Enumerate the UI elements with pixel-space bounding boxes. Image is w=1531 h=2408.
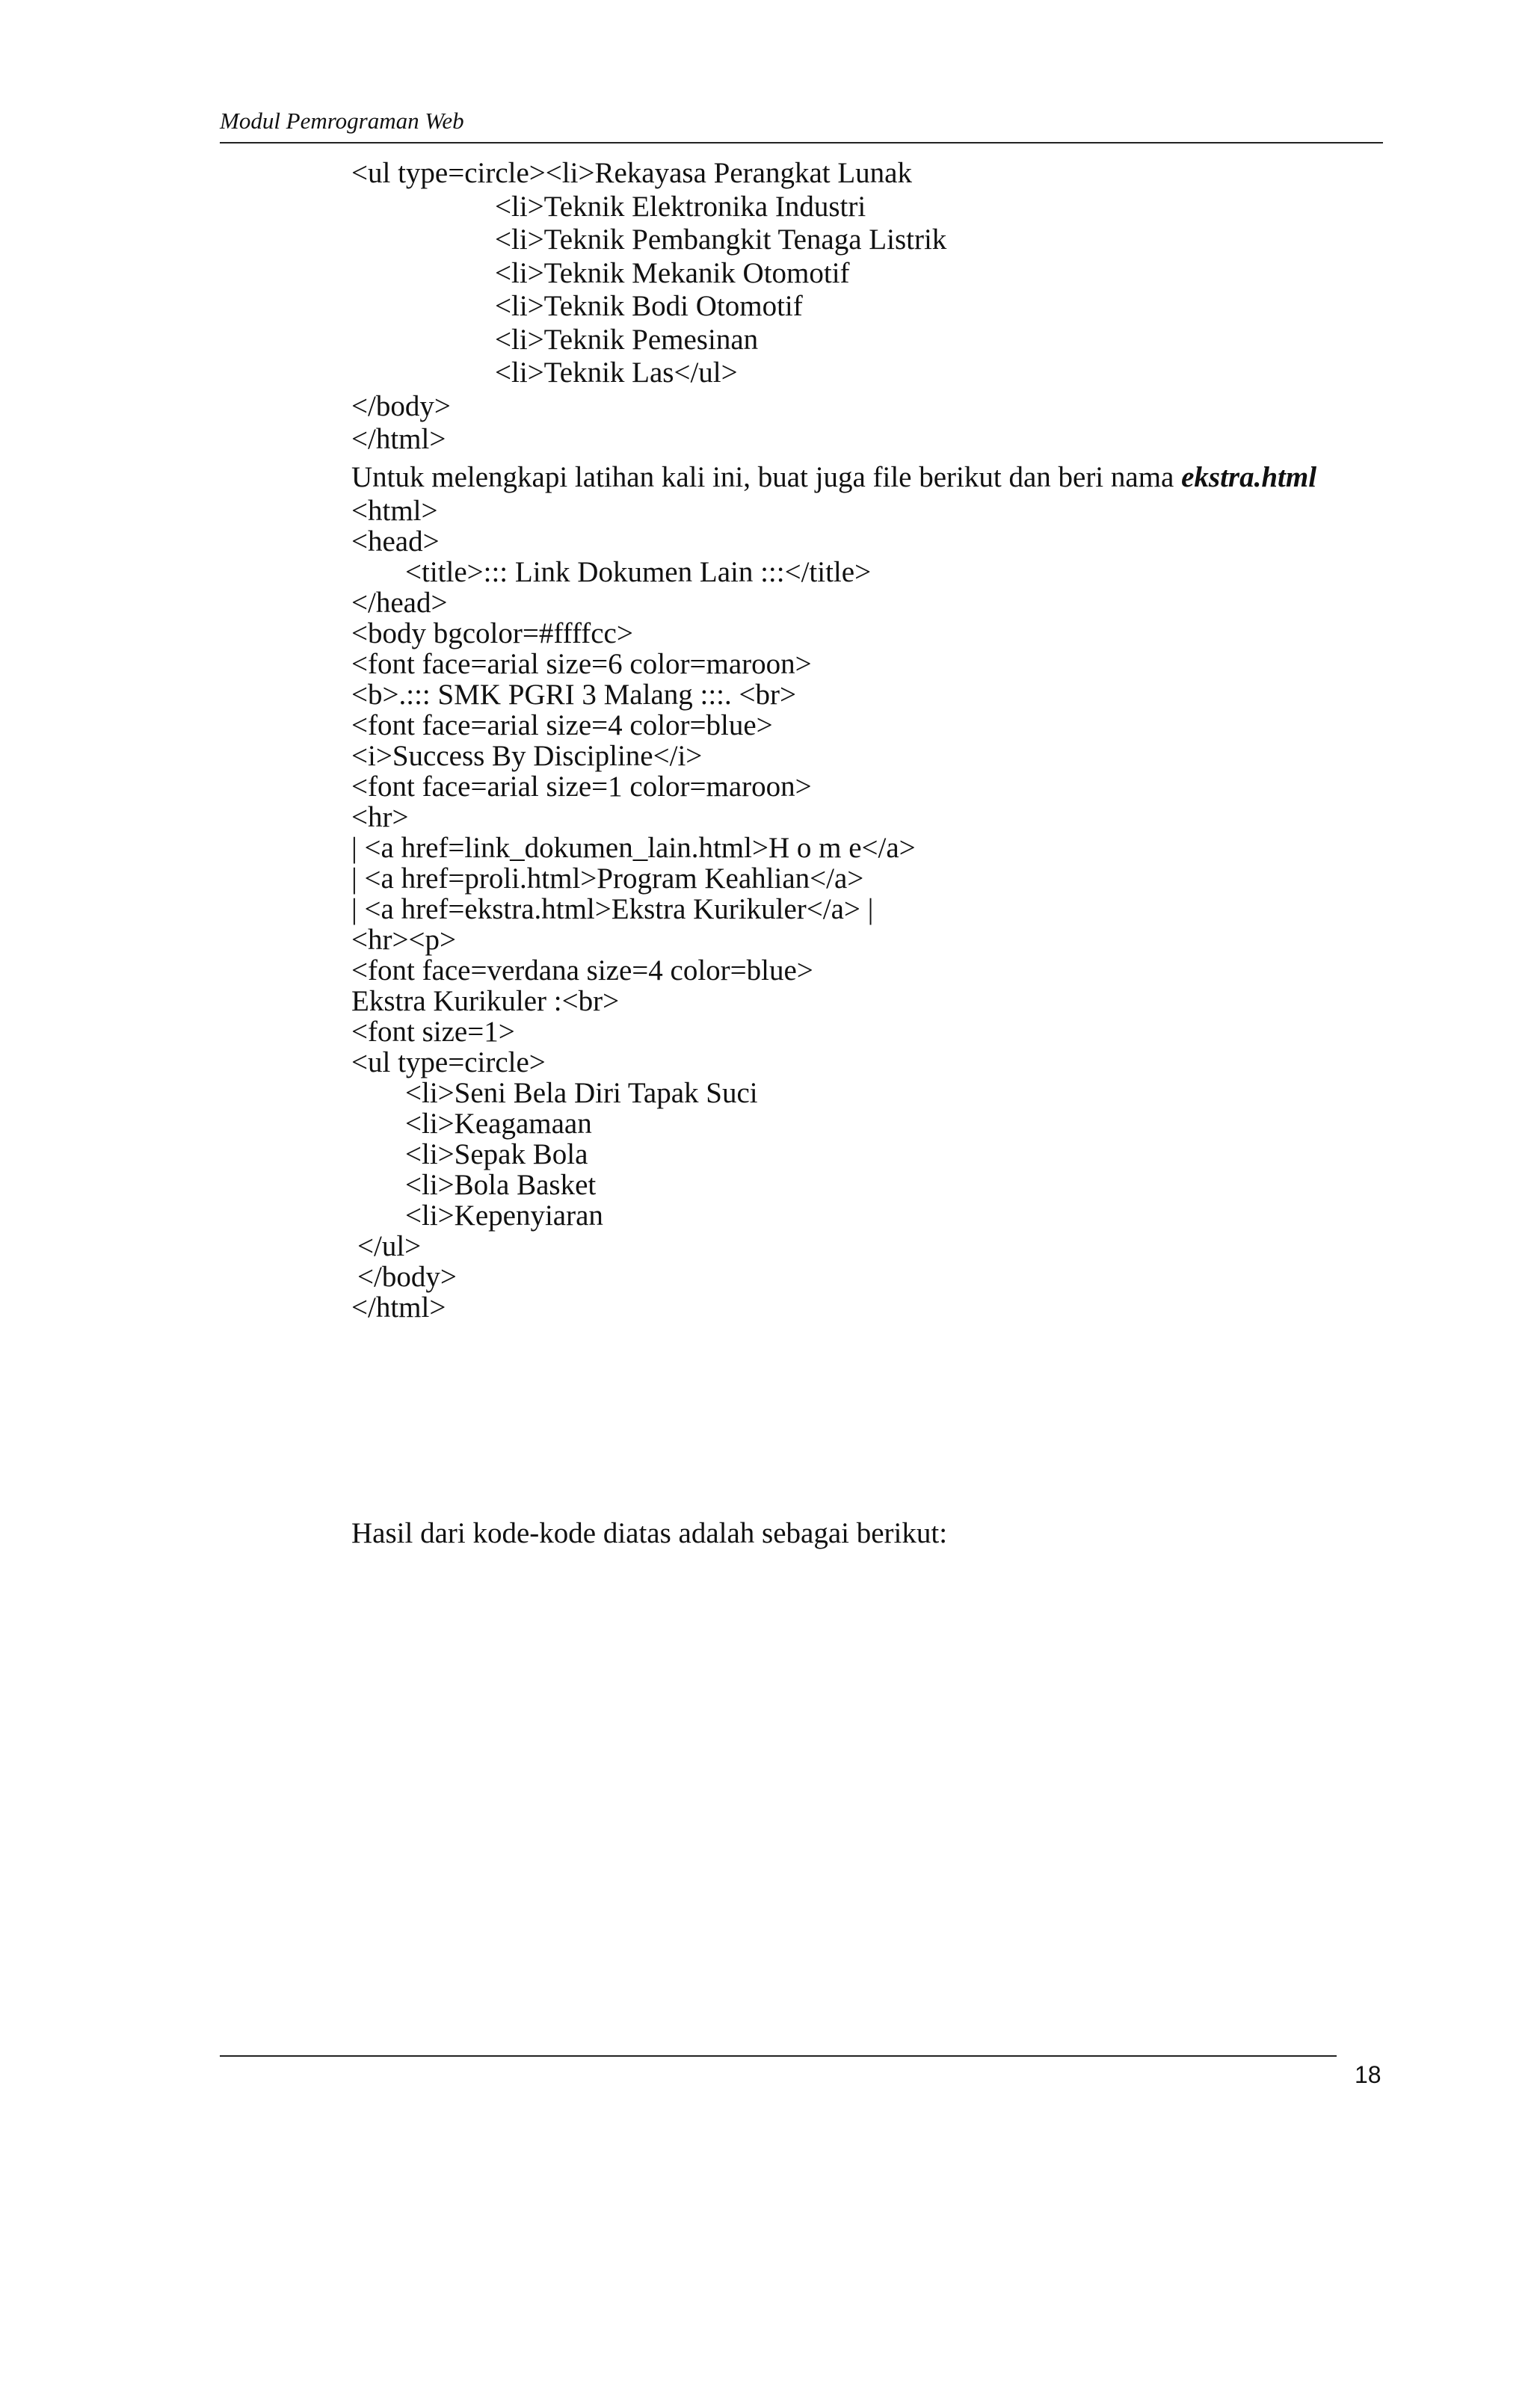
code-line: <li>Teknik Elektronika Industri xyxy=(495,190,866,223)
code-line: <html> xyxy=(351,494,438,527)
code-line: <body bgcolor=#ffffcc> xyxy=(351,617,633,649)
code-line: <hr><p> xyxy=(351,923,456,956)
code-line: <li>Teknik Pemesinan xyxy=(495,323,759,356)
code-line: | <a href=proli.html>Program Keahlian</a> xyxy=(351,862,864,895)
code-line: <font face=arial size=1 color=maroon> xyxy=(351,770,812,803)
code-line: <font face=arial size=6 color=maroon> xyxy=(351,647,812,680)
code-line: <font size=1> xyxy=(351,1015,515,1048)
code-line: <b>.::: SMK PGRI 3 Malang :::. <br> xyxy=(351,678,796,711)
code-line: </html> xyxy=(351,1291,446,1324)
code-line: | <a href=ekstra.html>Ekstra Kurikuler</a> | xyxy=(351,892,874,925)
result-paragraph: Hasil dari kode-kode diatas adalah sebagai berikut: xyxy=(351,1517,948,1549)
code-line: <li>Sepak Bola xyxy=(405,1137,588,1170)
page-number: 18 xyxy=(1355,2061,1381,2088)
code-line: <title>::: Link Dokumen Lain :::</title> xyxy=(405,555,872,588)
code-line: </ul> xyxy=(357,1229,422,1262)
code-line: </html> xyxy=(351,423,446,455)
code-line: <font face=verdana size=4 color=blue> xyxy=(351,954,813,987)
code-line: <ul type=circle> xyxy=(351,1046,546,1078)
code-line: <li>Seni Bela Diri Tapak Suci xyxy=(405,1076,758,1109)
code-line: <li>Bola Basket xyxy=(405,1168,597,1201)
code-line: </body> xyxy=(357,1260,457,1293)
code-listing-part2 xyxy=(351,496,1398,1323)
code-line: </body> xyxy=(351,389,451,422)
code-line: <i>Success By Discipline</i> xyxy=(351,739,703,772)
code-line: <li>Teknik Bodi Otomotif xyxy=(495,290,803,322)
running-header: Modul Pemrograman Web xyxy=(220,108,464,134)
code-line: </head> xyxy=(351,586,448,619)
code-line: <head> xyxy=(351,525,440,558)
code-line: <hr> xyxy=(351,800,409,833)
code-line: <font face=arial size=4 color=blue> xyxy=(351,708,773,741)
header-rule xyxy=(220,142,1383,143)
intro-text: Untuk melengkapi latihan kali ini, buat juga file berikut dan beri nama xyxy=(351,460,1182,493)
code-line: <ul type=circle><li>Rekayasa Perangkat Lunak xyxy=(351,157,912,189)
code-line: <li>Teknik Mekanik Otomotif xyxy=(495,256,850,289)
footer-rule xyxy=(220,2055,1337,2057)
code-line: <li>Teknik Las</ul> xyxy=(495,356,738,389)
intro-paragraph xyxy=(351,460,1398,496)
code-listing xyxy=(351,157,1398,1323)
code-line: Ekstra Kurikuler :<br> xyxy=(351,984,620,1017)
intro-filename: ekstra.html xyxy=(1181,460,1317,493)
code-line: | <a href=link_dokumen_lain.html>H o m e</a> xyxy=(351,831,916,864)
code-line: <li>Keagamaan xyxy=(405,1107,592,1140)
code-line: <li>Kepenyiaran xyxy=(405,1199,603,1232)
code-listing-part1 xyxy=(351,157,1398,457)
code-line: <li>Teknik Pembangkit Tenaga Listrik xyxy=(495,223,947,256)
